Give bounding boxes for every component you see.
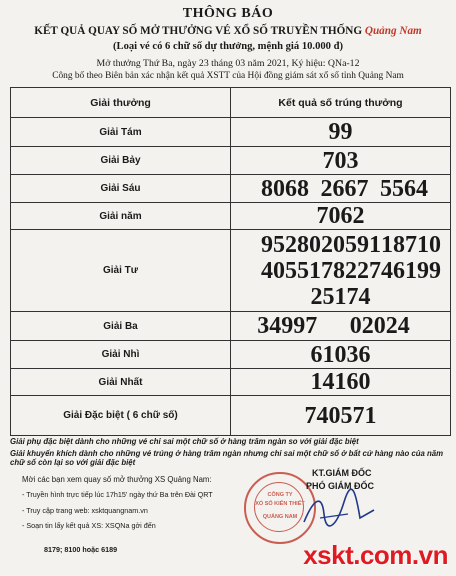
ticket-type: (Loại vé có 6 chữ số dự thưởng, mệnh giá 10.000 đ): [112, 41, 344, 52]
notice-headline: [0, 25, 456, 37]
table-row: [11, 118, 451, 147]
col-prize-header: Giải thưởng: [11, 88, 231, 118]
table-row: [11, 230, 451, 312]
result-number: 40551: [261, 257, 321, 284]
prize-name: Giải Tám: [11, 118, 231, 147]
announcement-basis: Công bố theo Biên bản xác nhận kết quả XSTT của Hội đồng giám sát xổ số tỉnh Quảng Nam: [52, 71, 404, 81]
headline-brand: Quảng Nam: [364, 25, 422, 37]
result-number: 25174: [310, 283, 371, 310]
info-heading: Mời các bạn xem quay số mở thưởng XS Quảng Nam:: [22, 475, 212, 484]
prize-name: Giải Tư: [11, 230, 231, 312]
prize-name: Giải Đặc biệt ( 6 chữ số): [11, 396, 231, 436]
info-sms: - Soạn tin lấy kết quả XS: XSQNa gởi đến: [22, 521, 156, 530]
result-number: 61036: [310, 341, 371, 368]
result-number: 99: [328, 119, 353, 145]
prize-numbers: [231, 147, 451, 175]
prize-numbers: [231, 203, 451, 230]
signer-subtitle: PHÓ GIÁM ĐỐC: [306, 481, 375, 491]
note-special-consolation: Giải phụ đặc biệt dành cho những vé chỉ sai một chữ số ở hàng trăm ngàn so với giải đặc biệt: [10, 437, 359, 446]
stamp-line: QUẢNG NAM: [262, 514, 298, 520]
table-header-row: [11, 88, 451, 118]
table-row: [11, 341, 451, 369]
prize-name: Giải Nhì: [11, 341, 231, 369]
table-row: [11, 369, 451, 396]
prize-name: Giải Sáu: [11, 175, 231, 203]
result-number: 740571: [304, 402, 377, 429]
result-number: 2667: [320, 175, 369, 202]
stamp-inner-ring: [254, 482, 304, 532]
prize-name: Giải Nhất: [11, 369, 231, 396]
info-sms-numbers: 8179; 8100 hoặc 6189: [44, 545, 118, 554]
result-number: 14160: [310, 369, 371, 395]
stamp-line: CÔNG TY: [267, 492, 293, 498]
draw-date: Mở thưởng Thứ Ba, ngày 23 tháng 03 năm 2021, Ký hiệu: QNa-12: [96, 58, 360, 69]
info-tv: - Truyền hình trực tiếp lúc 17h15' ngày thứ Ba trên Đài QRT: [22, 490, 213, 499]
notice-title: THÔNG BÁO: [182, 6, 274, 21]
prize-numbers: [231, 396, 451, 436]
signature-scribble: [300, 488, 380, 530]
table-row: [11, 203, 451, 230]
result-number: 20591: [321, 231, 381, 258]
prize-numbers: [231, 312, 451, 341]
prize-name: Giải Ba: [11, 312, 231, 341]
result-number: 95280: [261, 231, 321, 258]
note-encouragement: Giải khuyến khích dành cho những vé trúng ở hàng trăm ngàn nhưng chỉ sai một chữ số ở bất cứ hàng nào của năm chữ số còn lại so với giải đặc biệt: [10, 449, 444, 467]
stamp-line: XỔ SỐ KIẾN THIẾT: [255, 501, 305, 507]
table-row: [11, 147, 451, 175]
prize-numbers: [231, 230, 451, 312]
result-number: 46199: [381, 257, 441, 284]
info-web: - Truy cập trang web: xsktquangnam.vn: [22, 506, 148, 515]
results-table: [10, 87, 451, 436]
table-row: [11, 396, 451, 436]
col-result-header: Kết quả số trúng thưởng: [231, 88, 451, 118]
signer-title: KT.GIÁM ĐỐC: [312, 468, 372, 478]
result-number: 78227: [321, 257, 381, 284]
prize-numbers: [231, 118, 451, 147]
result-number: 8068: [261, 175, 309, 202]
table-row: [11, 175, 451, 203]
result-number: 5564: [380, 175, 428, 202]
prize-numbers: [231, 369, 451, 396]
site-watermark: xskt.com.vn: [303, 540, 448, 570]
result-number: 7062: [316, 203, 365, 229]
result-number: 18710: [381, 231, 441, 258]
prize-numbers: [231, 341, 451, 369]
result-number: 02024: [349, 313, 410, 339]
prize-name: Giải Bảy: [11, 147, 231, 175]
result-number: 34997: [257, 313, 318, 339]
headline-text: KẾT QUẢ QUAY SỐ MỞ THƯỞNG VÉ XỔ SỐ TRUYỀN THỐNG: [34, 25, 363, 37]
prize-numbers: [231, 175, 451, 203]
result-number: 703: [322, 147, 359, 174]
table-row: [11, 312, 451, 341]
prize-name: Giải năm: [11, 203, 231, 230]
